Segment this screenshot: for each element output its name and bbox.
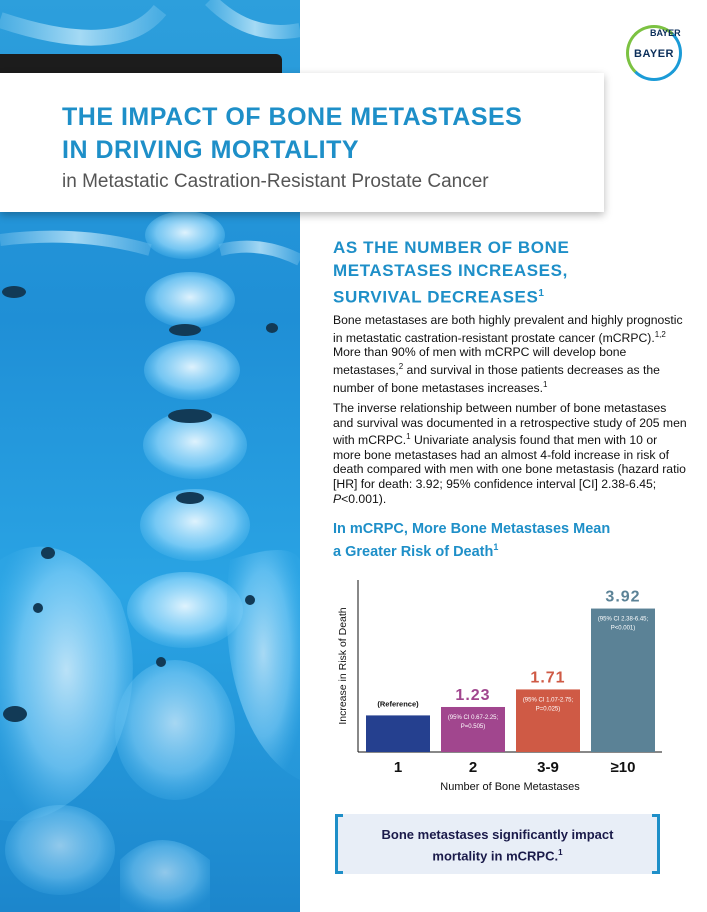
annotation-1-0: (95% CI 0.67-2.25; <box>447 714 499 721</box>
annotation-0-0: (Reference) <box>377 699 419 709</box>
section-heading <box>333 236 673 309</box>
callout-line-1: Bone metastases significantly impact <box>381 827 614 842</box>
annotation-1-1: P=0.505) <box>460 723 486 730</box>
chart-title-line-1: In mCRPC, More Bone Metastases Mean <box>333 521 611 537</box>
heading-line-1: AS THE NUMBER OF BONE <box>333 238 570 257</box>
para2-text-b: Univariate analysis found that men with 10 or more bone metastases had an almost 4-fold increase in risk of death compared with men with one bone metastasis (hazard ratio [HR] for death: 3.92; 95% confidence interval [CI] 2.38-6.45; <box>333 433 686 492</box>
chart-title-line-2: a Greater Risk of Death <box>333 543 494 560</box>
tick-label-3: ≥10 <box>610 759 636 776</box>
tick-label-0: 1 <box>393 759 403 776</box>
chart-title-reference: 1 <box>493 542 499 552</box>
bars-group <box>366 589 655 776</box>
page-subtitle: in Metastatic Castration-Resistant Prostate Cancer <box>62 171 489 192</box>
tick-label-2: 3-9 <box>537 759 559 776</box>
heading-line-2: METASTASES INCREASES, <box>333 261 568 280</box>
para1-text-a: Bone metastases are both highly prevalent and highly prognostic in metastatic castration-resistant prostate cancer (mCRPC). <box>333 313 683 345</box>
key-takeaway-callout <box>335 814 660 874</box>
y-axis-label: Increase in Risk of Death <box>337 607 349 725</box>
x-axis-label: Number of Bone Metastases <box>440 781 580 793</box>
bar-0 <box>366 715 430 752</box>
para1-text-b: More than 90% of men with mCRPC will develop bone metastases, <box>333 345 627 377</box>
annotation-2-0: (95% CI 1.07-2.75; <box>522 697 574 704</box>
para1-ref-a: 1,2 <box>654 329 666 339</box>
paragraph-prevalence <box>333 313 688 395</box>
heading-reference: 1 <box>538 288 545 299</box>
para2-ref-a: 1 <box>406 432 411 442</box>
annotation-3-0: (95% CI 2.38-6.45; <box>597 616 649 623</box>
callout-text <box>355 826 640 865</box>
value-label-1: 1.23 <box>455 686 491 704</box>
bayer-logo <box>626 25 682 81</box>
tick-label-1: 2 <box>468 759 478 776</box>
heading-line-3: SURVIVAL DECREASES <box>333 287 539 307</box>
para1-ref-c: 1 <box>543 379 548 389</box>
risk-bar-chart <box>330 578 670 800</box>
callout-bracket-right <box>652 814 660 874</box>
para1-text-c: and survival in those patients decreases as the number of bone metastases increases. <box>333 362 660 395</box>
para2-text-c: <0.001). <box>341 491 387 506</box>
callout-bracket-left <box>335 814 343 874</box>
para1-ref-b: 2 <box>398 361 404 371</box>
annotation-3-1: P<0.001) <box>610 625 636 632</box>
para2-p-italic: P <box>333 491 342 506</box>
annotation-2-1: P=0.025) <box>535 706 561 713</box>
para2-text-a: The inverse relationship between number of bone metastases and survival was documented in a retrospective study of 205 men with mCRPC. <box>333 401 687 448</box>
paragraph-study <box>333 401 688 506</box>
callout-line-2: mortality in mCRPC. <box>432 848 559 864</box>
value-label-3: 3.92 <box>605 588 641 606</box>
page-title <box>62 101 592 167</box>
chart-title <box>333 520 663 561</box>
title-line-1: THE IMPACT OF BONE METASTASES <box>62 103 523 131</box>
logo-text-horizontal: BAYER <box>634 48 674 60</box>
logo-text-vertical: BAYER <box>650 28 681 38</box>
title-line-2: IN DRIVING MORTALITY <box>62 136 360 164</box>
value-label-2: 1.71 <box>530 669 566 687</box>
callout-reference: 1 <box>558 848 563 857</box>
